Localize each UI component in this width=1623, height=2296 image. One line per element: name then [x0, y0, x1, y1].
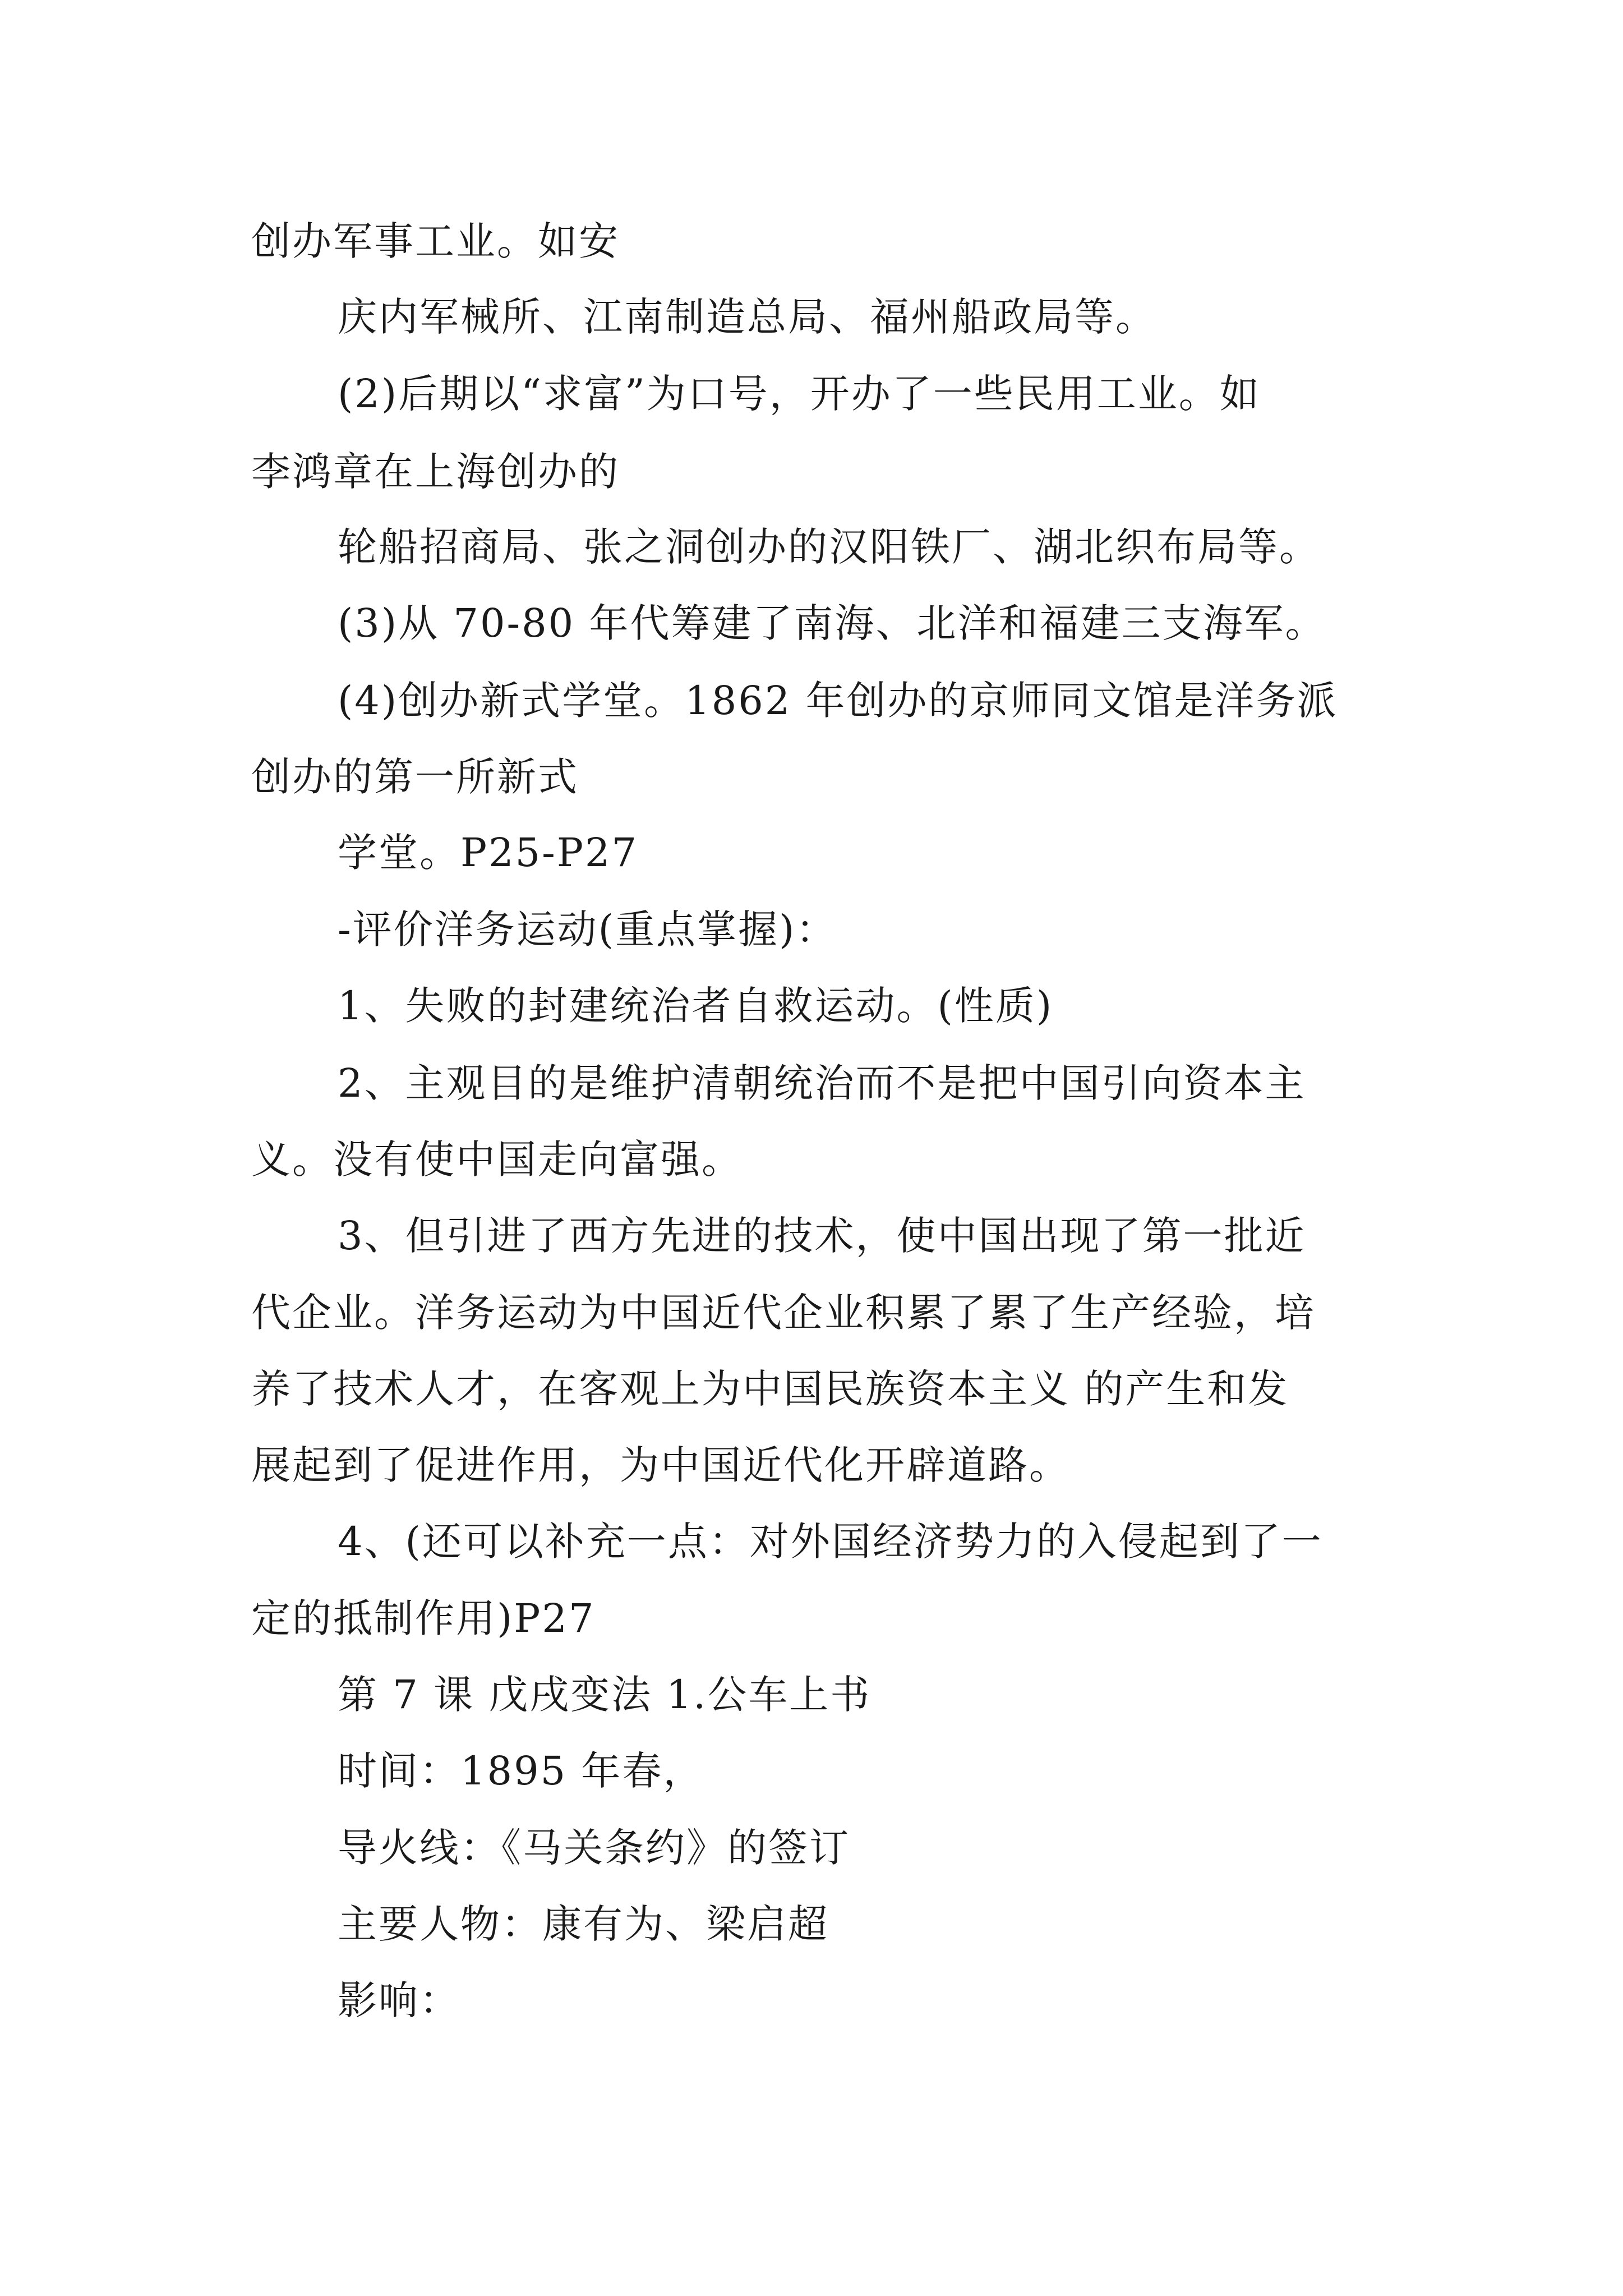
text-line: 义。没有使中国走向富强。 — [251, 1137, 743, 1182]
text-line: 时间：1895 年春， — [338, 1748, 704, 1794]
text-line: 影响： — [338, 1977, 460, 2023]
text-line: 代企业。洋务运动为中国近代企业积累了累了生产经验，培 — [251, 1290, 1316, 1336]
text-line: -评价洋务运动(重点掌握)： — [338, 907, 837, 953]
text-line: 展起到了促进作用，为中国近代化开辟道路。 — [251, 1442, 1070, 1488]
text-line: 第 7 课 戊戌变法 1.公车上书 — [338, 1672, 872, 1718]
text-line: 1、失败的封建统治者自救运动。(性质) — [338, 983, 1054, 1029]
text-line: 创办军事工业。如安 — [251, 218, 620, 264]
text-line: 2、主观目的是维护清朝统治而不是把中国引向资本主 — [338, 1060, 1306, 1106]
text-line: 4、(还可以补充一点：对外国经济势力的入侵起到了一 — [338, 1519, 1323, 1565]
text-line: 李鸿章在上海创办的 — [251, 449, 620, 495]
text-line: 养了技术人才，在客观上为中国民族资本主义 的产生和发 — [251, 1366, 1289, 1412]
text-line: 主要人物：康有为、梁启超 — [338, 1901, 829, 1947]
text-line: (2)后期以“求富”为口号，开办了一些民用工业。如 — [338, 371, 1261, 417]
text-line: 学堂。P25-P27 — [338, 830, 638, 876]
text-line: 创办的第一所新式 — [251, 754, 579, 800]
text-line: 庆内军械所、江南制造总局、福州船政局等。 — [338, 294, 1156, 340]
text-line: (4)创办新式学堂。1862 年创办的京师同文馆是洋务派 — [338, 678, 1338, 724]
text-line: 定的抵制作用)P27 — [251, 1595, 596, 1641]
text-line: 轮船招商局、张之洞创办的汉阳铁厂、湖北织布局等。 — [338, 524, 1320, 570]
text-line: 3、但引进了西方先进的技术，使中国出现了第一批近 — [338, 1213, 1306, 1259]
text-line: 导火线：《马关条约》的签订 — [338, 1825, 850, 1871]
text-line: (3)从 70-80 年代筹建了南海、北洋和福建三支海军。 — [338, 600, 1326, 646]
